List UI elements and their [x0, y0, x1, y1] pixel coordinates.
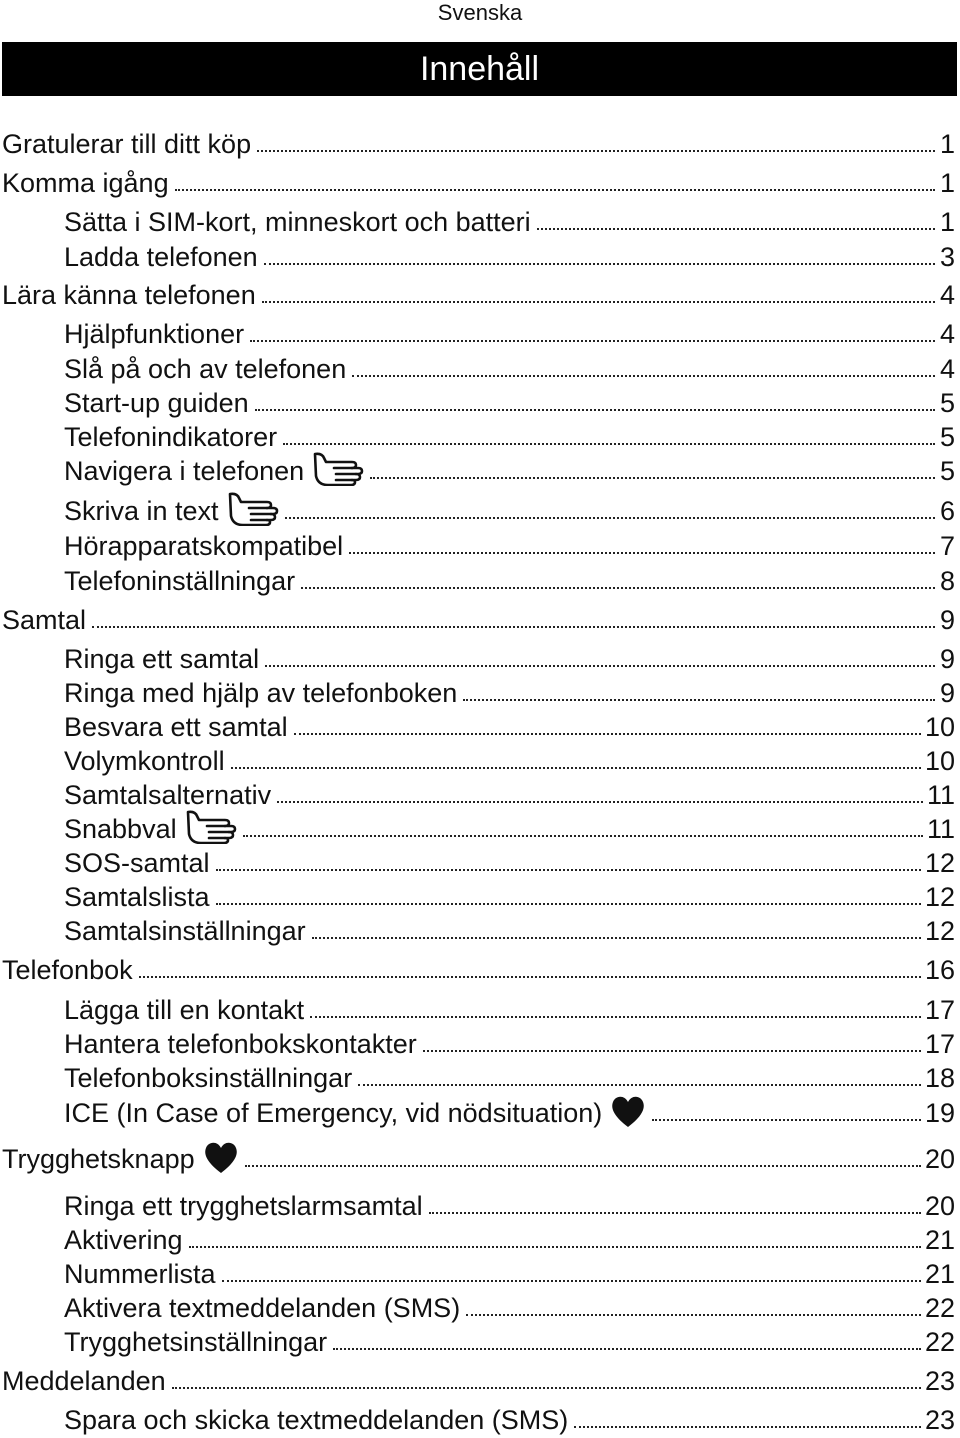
- toc-entry[interactable]: [0, 640, 955, 674]
- toc-entry[interactable]: [0, 418, 955, 452]
- toc-entry[interactable]: [0, 203, 955, 237]
- toc-entry[interactable]: [0, 1140, 955, 1174]
- toc-entry-title: Slå på och av telefonen: [64, 354, 347, 384]
- dot-leader: [189, 1246, 921, 1248]
- dot-leader: [216, 869, 921, 871]
- toc-page-number: 12: [924, 882, 955, 912]
- toc-entry-title: Gratulerar till ditt köp: [2, 129, 252, 159]
- toc-entry[interactable]: [0, 878, 955, 912]
- toc-page-number: 16: [924, 955, 955, 985]
- toc-page-number: 10: [924, 746, 955, 776]
- dot-leader: [255, 409, 935, 411]
- hand-icon: [185, 810, 237, 844]
- toc-entry[interactable]: [0, 674, 955, 708]
- dot-leader: [358, 1084, 921, 1086]
- toc-entry[interactable]: [0, 742, 955, 776]
- toc-entry[interactable]: [0, 164, 955, 198]
- dot-leader: [423, 1050, 921, 1052]
- toc-page-number: 12: [924, 916, 955, 946]
- toc-entry-title: Ladda telefonen: [64, 242, 258, 272]
- dot-leader: [285, 517, 935, 519]
- title-bar: [2, 42, 957, 96]
- dot-leader: [310, 1016, 921, 1018]
- dot-leader: [245, 1165, 921, 1167]
- toc-entry-title: SOS-samtal: [64, 848, 210, 878]
- toc-entry-title: Volymkontroll: [64, 746, 225, 776]
- toc-entry-title: Sätta i SIM-kort, minneskort och batteri: [64, 207, 531, 237]
- dot-leader: [301, 587, 935, 589]
- dot-leader: [250, 340, 935, 342]
- toc-entry-title: Telefoninställningar: [64, 566, 296, 596]
- toc-page-number: 10: [924, 712, 955, 742]
- toc-entry-title: Telefonindikatorer: [64, 422, 278, 452]
- toc-entry[interactable]: [0, 912, 955, 946]
- dot-leader: [257, 150, 935, 152]
- toc-page-number: 21: [924, 1225, 955, 1255]
- dot-leader: [294, 733, 921, 735]
- toc-entry[interactable]: [0, 991, 955, 1025]
- toc-page-number: 4: [939, 280, 955, 310]
- toc-entry-title: Nummerlista: [64, 1259, 216, 1289]
- dot-leader: [537, 228, 935, 230]
- dot-leader: [175, 189, 935, 191]
- toc-page-number: 9: [939, 605, 955, 635]
- toc-page-number: 20: [924, 1191, 955, 1221]
- dot-leader: [216, 903, 921, 905]
- toc-page-number: 7: [939, 531, 955, 561]
- hand-icon: [227, 492, 279, 526]
- toc-page-number: 11: [926, 780, 955, 810]
- toc-entry-title: Lägga till en kontakt: [64, 995, 305, 1025]
- toc-entry-title: Lära känna telefonen: [2, 280, 256, 310]
- toc-entry[interactable]: [0, 1401, 955, 1435]
- toc-entry-title: Trygghetsinställningar: [64, 1327, 328, 1357]
- toc-page-number: 1: [939, 168, 955, 198]
- dot-leader: [466, 1314, 921, 1316]
- dot-leader: [277, 801, 923, 803]
- toc-page-number: 17: [924, 995, 955, 1025]
- toc-page-number: 8: [939, 566, 955, 596]
- toc-page-number: 9: [939, 644, 955, 674]
- toc-entry[interactable]: [0, 1025, 955, 1059]
- dot-leader: [265, 665, 935, 667]
- toc-entry[interactable]: [0, 1289, 955, 1323]
- toc-entry-title: Samtal: [2, 605, 87, 635]
- toc-entry-title: ICE (In Case of Emergency, vid nödsituation): [64, 1098, 603, 1128]
- page-title: Innehåll: [419, 50, 540, 88]
- toc-entry-title: Hörapparatskompatibel: [64, 531, 344, 561]
- toc-entry[interactable]: [0, 1094, 955, 1128]
- toc-entry-title: Meddelanden: [2, 1366, 166, 1396]
- dot-leader: [652, 1119, 921, 1121]
- heart-icon: [610, 1094, 646, 1128]
- toc-page-number: 5: [939, 388, 955, 418]
- dot-leader: [370, 477, 935, 479]
- toc-page-number: 5: [939, 422, 955, 452]
- dot-leader: [349, 552, 935, 554]
- toc-entry-title: Besvara ett samtal: [64, 712, 288, 742]
- toc-page-number: 5: [939, 456, 955, 486]
- toc-page-number: 21: [924, 1259, 955, 1289]
- hand-icon: [312, 452, 364, 486]
- dot-leader: [283, 443, 935, 445]
- toc-entry[interactable]: [0, 1187, 955, 1221]
- dot-leader: [243, 835, 923, 837]
- toc-entry-title: Telefonbok: [2, 955, 133, 985]
- dot-leader: [463, 699, 935, 701]
- toc-page-number: 1: [939, 129, 955, 159]
- toc-entry-title: Snabbval: [64, 814, 177, 844]
- dot-leader: [333, 1348, 921, 1350]
- toc-entry[interactable]: [0, 562, 955, 596]
- dot-leader: [262, 301, 935, 303]
- toc-entry-title: Start-up guiden: [64, 388, 249, 418]
- dot-leader: [574, 1426, 921, 1428]
- toc-entry-title: Samtalsalternativ: [64, 780, 272, 810]
- toc-entry[interactable]: [0, 315, 955, 349]
- toc-entry[interactable]: [0, 951, 955, 985]
- toc-entry-title: Hantera telefonbokskontakter: [64, 1029, 417, 1059]
- toc-entry-title: Ringa ett samtal: [64, 644, 260, 674]
- toc-page-number: 11: [926, 814, 955, 844]
- language-label: Svenska: [437, 0, 523, 25]
- toc-entry[interactable]: [0, 125, 955, 159]
- toc-page-number: 1: [939, 207, 955, 237]
- toc-entry[interactable]: [0, 1221, 955, 1255]
- toc-entry-title: Aktivera textmeddelanden (SMS): [64, 1293, 461, 1323]
- toc-entry[interactable]: [0, 238, 955, 272]
- toc-page-number: 23: [924, 1366, 955, 1396]
- toc-entry[interactable]: [0, 492, 955, 526]
- toc-entry-title: Skriva in text: [64, 496, 219, 526]
- toc-entry[interactable]: [0, 1255, 955, 1289]
- toc-page-number: 4: [939, 319, 955, 349]
- toc-entry[interactable]: [0, 601, 955, 635]
- toc-entry[interactable]: [0, 810, 955, 844]
- toc-entry[interactable]: [0, 1362, 955, 1396]
- toc-page-number: 19: [924, 1098, 955, 1128]
- toc-entry[interactable]: [0, 276, 955, 310]
- toc-entry[interactable]: [0, 384, 955, 418]
- toc-entry[interactable]: [0, 844, 955, 878]
- toc-entry[interactable]: [0, 776, 955, 810]
- toc-page-number: 23: [924, 1405, 955, 1435]
- toc-page-number: 18: [924, 1063, 955, 1093]
- toc-entry-title: Ringa med hjälp av telefonboken: [64, 678, 458, 708]
- toc-entry[interactable]: [0, 1059, 955, 1093]
- toc-entry-title: Ringa ett trygghetslarmsamtal: [64, 1191, 423, 1221]
- toc-entry-title: Trygghetsknapp: [2, 1144, 195, 1174]
- toc-entry-title: Telefonboksinställningar: [64, 1063, 353, 1093]
- toc-entry[interactable]: [0, 350, 955, 384]
- dot-leader: [172, 1387, 921, 1389]
- toc-entry-title: Aktivering: [64, 1225, 183, 1255]
- toc-page-number: 22: [924, 1293, 955, 1323]
- toc-entry[interactable]: [0, 1323, 955, 1357]
- dot-leader: [429, 1212, 921, 1214]
- dot-leader: [139, 976, 921, 978]
- toc-entry[interactable]: [0, 708, 955, 742]
- toc-entry-title: Spara och skicka textmeddelanden (SMS): [64, 1405, 569, 1435]
- toc-page-number: 4: [939, 354, 955, 384]
- toc-entry-title: Hjälpfunktioner: [64, 319, 245, 349]
- toc-entry-title: Komma igång: [2, 168, 169, 198]
- toc-entry-title: Samtalslista: [64, 882, 210, 912]
- dot-leader: [264, 263, 935, 265]
- heart-icon: [203, 1140, 239, 1174]
- toc-page-number: 22: [924, 1327, 955, 1357]
- toc-entry[interactable]: [0, 527, 955, 561]
- toc-page-number: 6: [939, 496, 955, 526]
- dot-leader: [312, 937, 921, 939]
- dot-leader: [352, 375, 935, 377]
- dot-leader: [231, 767, 921, 769]
- toc-page-number: 9: [939, 678, 955, 708]
- toc-entry-title: Navigera i telefonen: [64, 456, 305, 486]
- toc-page-number: 20: [924, 1144, 955, 1174]
- toc-entry[interactable]: [0, 452, 955, 486]
- toc-entry-title: Samtalsinställningar: [64, 916, 306, 946]
- toc-page-number: 3: [939, 242, 955, 272]
- dot-leader: [92, 626, 935, 628]
- toc-page-number: 12: [924, 848, 955, 878]
- dot-leader: [222, 1280, 921, 1282]
- toc-page-number: 17: [924, 1029, 955, 1059]
